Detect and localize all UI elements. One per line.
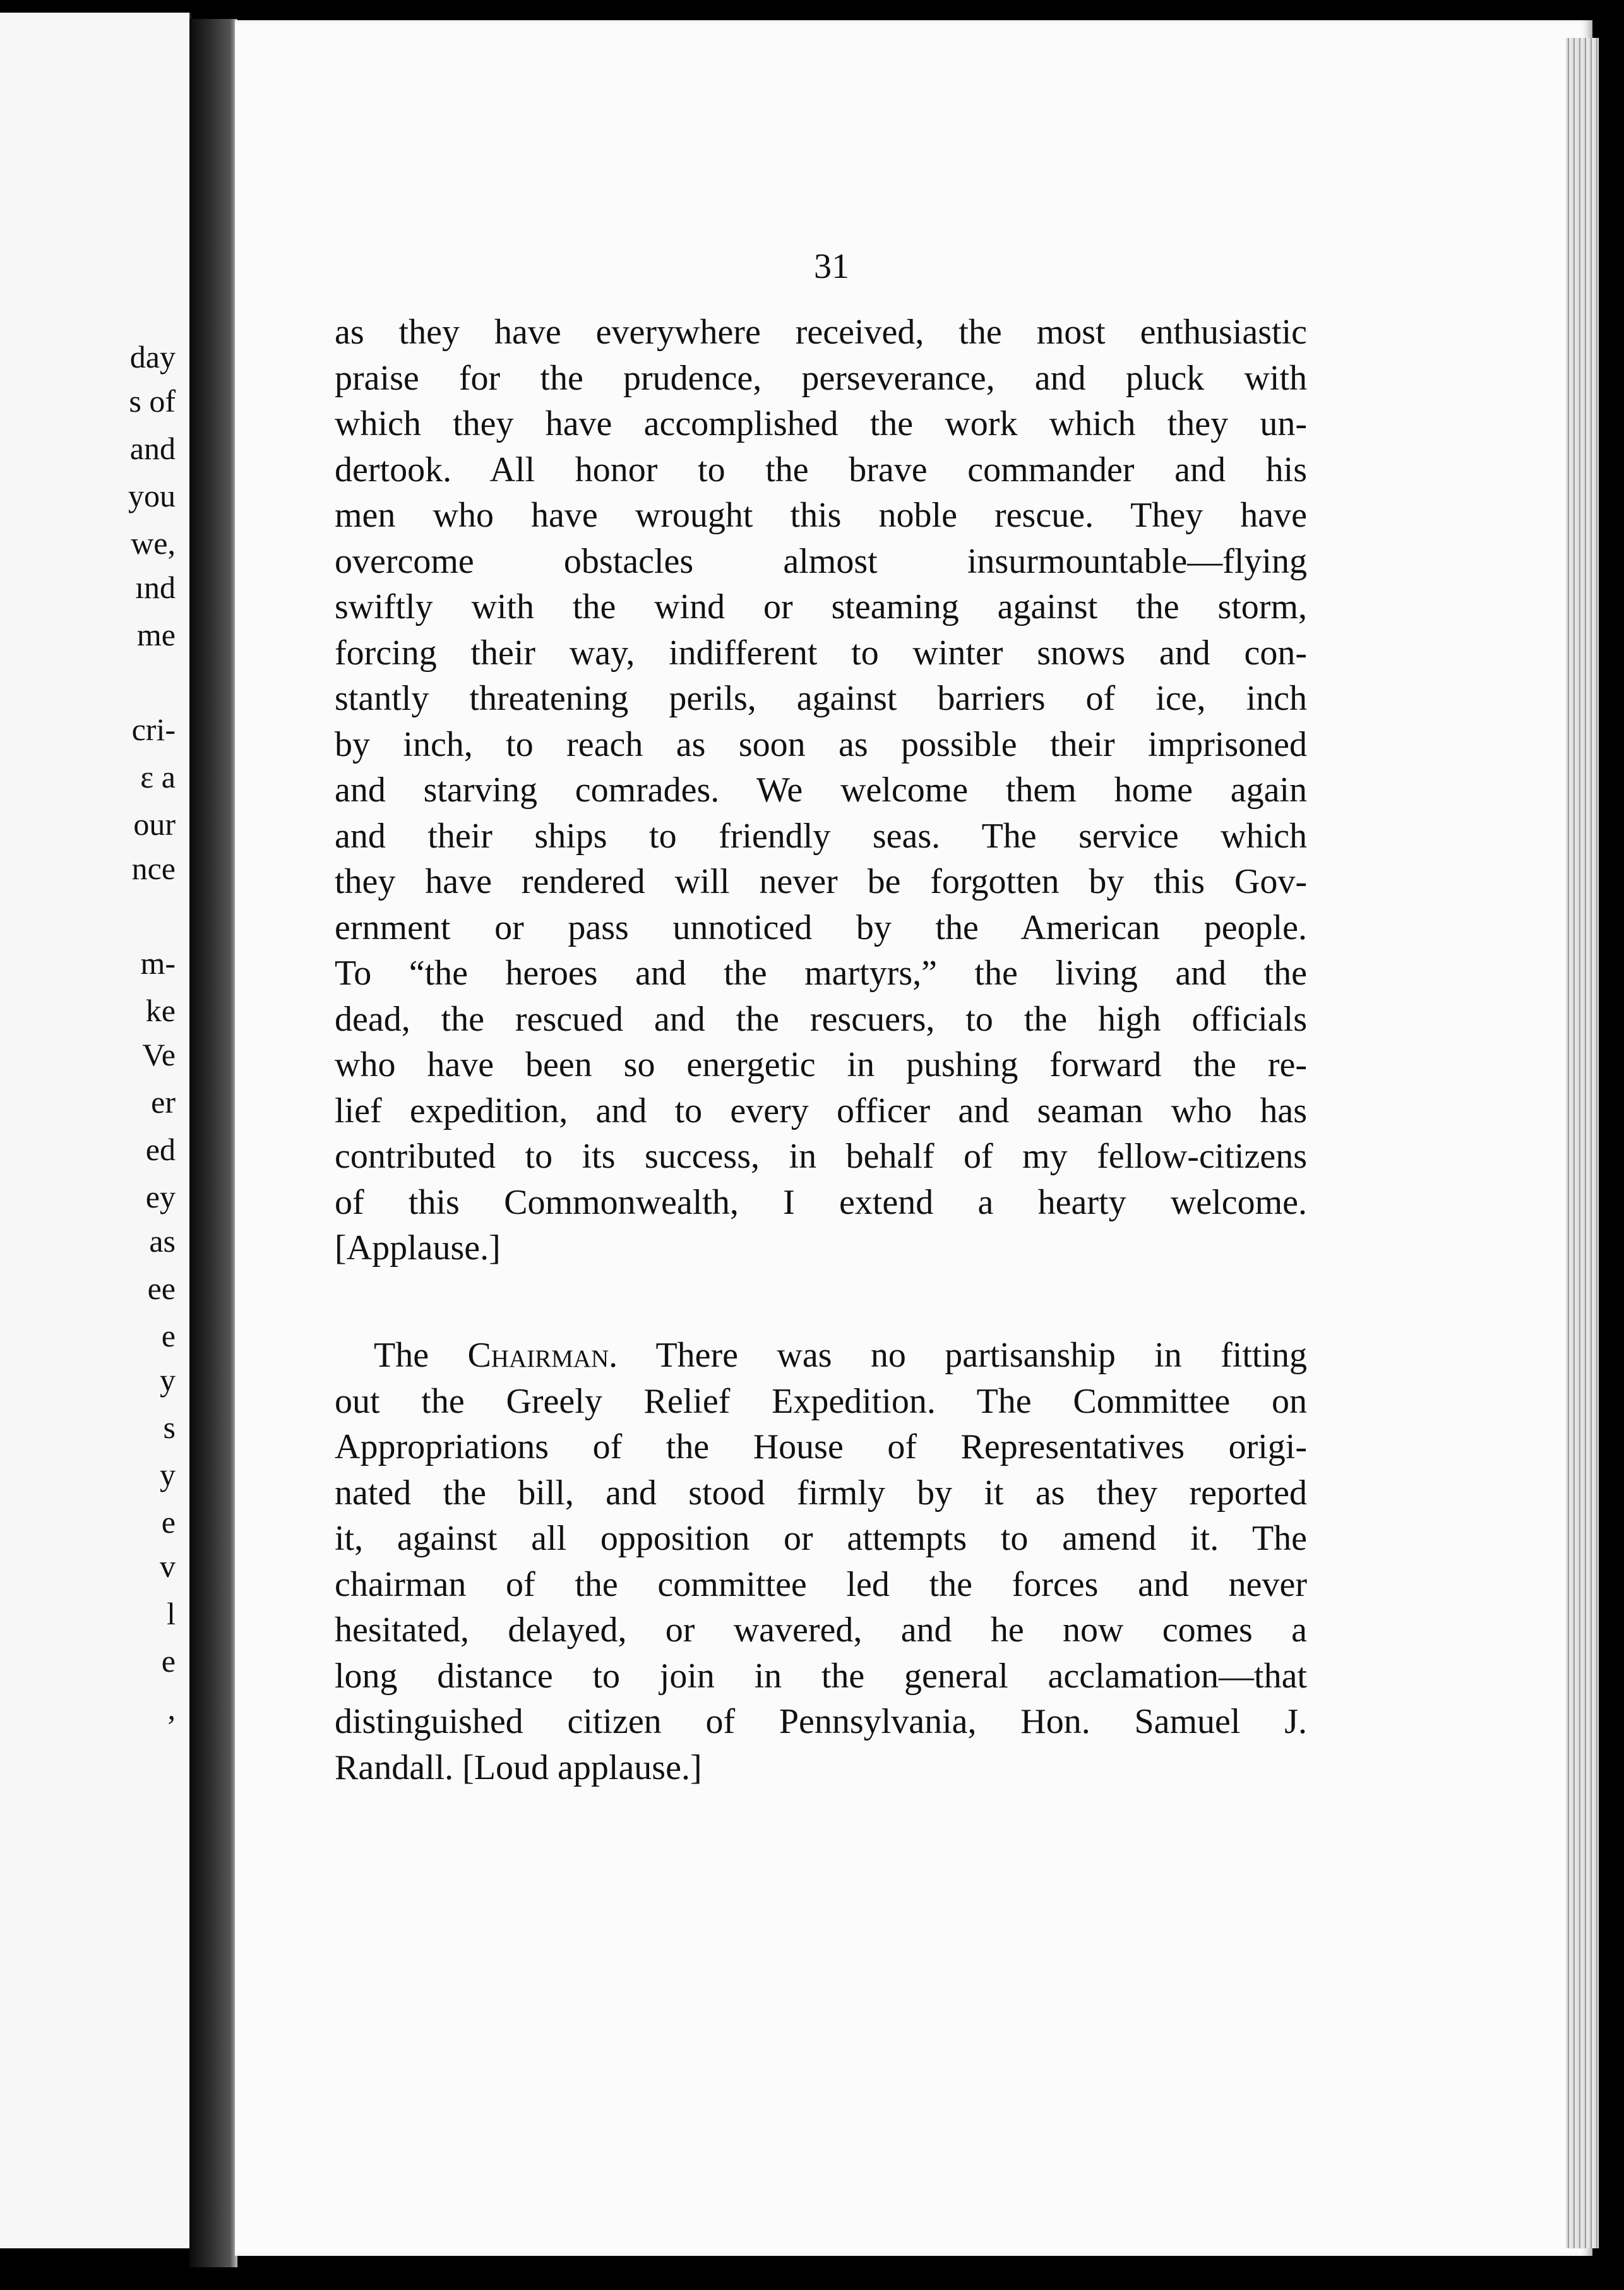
fragment-text: ed [145,1132,176,1167]
fragment-text: and [129,431,176,466]
text-line: hesitated, delayed, or wavered, and he now comes a [335,1610,1307,1650]
text-line: praise for the prudence, perseverance, and pluck with [335,358,1307,398]
fragment-text: as [149,1223,176,1259]
fragment-text: ee [147,1271,176,1306]
text-line: nated the bill, and stood firmly by it as they reported [335,1473,1307,1513]
text-line [335,1333,1307,1379]
text-line: dertook. All honor to the brave commander and his [335,450,1307,489]
page-number: 31 [814,247,849,286]
fragment-text: e [161,1643,176,1679]
text-line: stantly threatening perils, against barriers of ice, inch [335,679,1307,718]
text-line: and their ships to friendly seas. The service which [335,816,1307,856]
fragment-text: nce [131,851,176,886]
text-line: overcome obstacles almost insurmountable—flying [335,541,1307,581]
fragment-text: ınd [135,570,176,605]
text-line: long distance to join in the general acclamation—that [335,1656,1307,1696]
text-line: swiftly with the wind or steaming against the storm, [335,587,1307,626]
fragment-text: e [161,1504,176,1540]
text-line: distinguished citizen of Pennsylvania, Hon. Samuel J. [335,1702,1307,1741]
fragment-text: s of [129,383,176,419]
fragment-text: l [167,1596,176,1631]
text-line: and starving comrades. We welcome them home again [335,770,1307,810]
text-line: they have rendered will never be forgotten by this Gov- [335,862,1307,901]
fragment-text: s [163,1410,176,1445]
text-line: as they have everywhere received, the most enthusiastic [335,313,1307,352]
book-gutter [189,19,237,2267]
fragment-text: me [136,617,176,652]
fragment-text: y [160,1362,176,1398]
fragment-text: our [133,806,176,842]
text-line: it, against all opposition or attempts to amend it. The [335,1519,1307,1558]
fragment-text: you [128,478,176,513]
first-line-rest: . There was no partisanship in fitting [609,1336,1308,1375]
text-line: [Applause.] [335,1228,501,1268]
text-line: Randall. [Loud applause.] [335,1747,702,1787]
fragment-text: cri- [131,712,176,747]
text-line: men who have wrought this noble rescue. They have [335,496,1307,535]
fragment-text: , [167,1691,176,1726]
text-line: by inch, to reach as soon as possible their imprisoned [335,724,1307,764]
text-line: contributed to its success, in behalf of my fellow-citizens [335,1137,1307,1176]
text-line: To “the heroes and the martyrs,” the living and the [335,954,1307,993]
text-line: which they have accomplished the work which they un- [335,404,1307,443]
paragraph-governor-speech [335,309,1307,1271]
text-line: Appropriations of the House of Representatives origi- [335,1427,1307,1466]
fragment-text: y [160,1457,176,1492]
fragment-text: ke [145,993,176,1028]
fragment-text: e [161,1318,176,1353]
fragment-text: er [151,1084,176,1120]
page-edges [1566,38,1599,2248]
fragment-text: day [129,339,176,375]
text-line: out the Greely Relief Expedition. The Committee on [335,1381,1307,1421]
speaker-name: Chairman [467,1336,609,1375]
text-line: lief expedition, and to every officer and seaman who has [335,1091,1307,1130]
text-line: chairman of the committee led the forces and never [335,1564,1307,1604]
text-line: forcing their way, indifferent to winter snows and con- [335,633,1307,673]
text-line: who have been so energetic in pushing forward the re- [335,1045,1307,1084]
fragment-text: we, [131,525,176,561]
text-line: of this Commonwealth, I extend a hearty welcome. [335,1182,1307,1222]
fragment-text: ey [145,1179,176,1214]
fragment-text: Ve [142,1037,176,1072]
fragment-text: m- [140,945,176,981]
paragraph-chairman-remarks [335,1333,1307,1790]
fragment-text: ε a [140,759,176,794]
fragment-text: v [160,1549,176,1584]
speaker-prefix: The [374,1336,468,1375]
previous-page-fragment [0,13,191,2248]
text-line: ernment or pass unnoticed by the American people. [335,908,1307,947]
text-line: dead, the rescued and the rescuers, to the high officials [335,999,1307,1039]
